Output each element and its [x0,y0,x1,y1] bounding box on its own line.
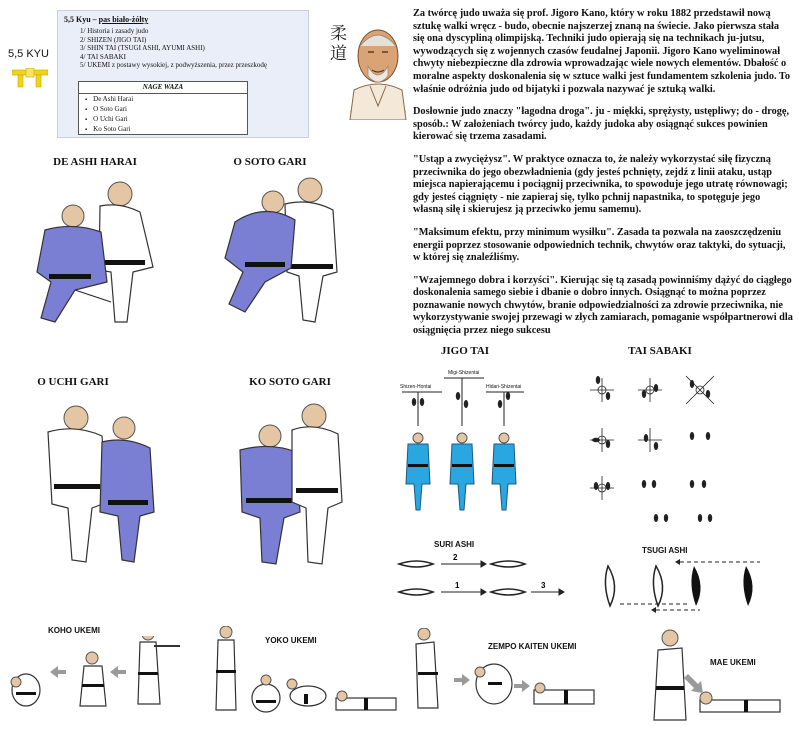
ko-soto-gari-illustration [210,392,350,572]
yellow-belt-icon [12,68,48,88]
zempo-kaiten-ukemi-illustration [408,628,618,720]
step-number: 3 [541,581,546,590]
suri-ashi-diagram [395,550,565,610]
tai-sabaki-title: TAI SABAKI [628,345,692,357]
topic-item: 1/ Historia i zasady judo [80,27,149,35]
yoko-ukemi-illustration [196,626,406,722]
syllabus-title: 5,5 Kyu – pas biało-żółty [64,15,149,24]
judo-history-text [413,8,793,348]
syllabus-card [57,10,309,138]
nage-waza-item: ▪ Ko Soto Gari [85,125,247,135]
tai-sabaki-diagram [580,366,730,526]
nage-waza-table [78,81,248,135]
paragraph: "Maksimum efektu, przy minimum wysiłku". Zasada ta pozwala na zaoszczędzeniu energii poprzez stosowanie odpowiednich technik, chwytów oraz taktyki, do sytuacji, w której się znaleźliśmy. [413,226,786,264]
topic-item: 2/ SHIZEN (JIGO TAI) [80,35,147,44]
mae-ukemi-title: MAE UKEMI [710,658,756,667]
caption-de-ashi-harai: DE ASHI HARAI [53,156,137,168]
topic-item: 4/ TAI SABAKI [80,52,126,61]
kanji-calligraphy: 柔道 [330,24,347,64]
yoko-ukemi-title: YOKO UKEMI [265,636,317,645]
caption-ko-soto-gari: KO SOTO GARI [249,376,331,388]
topic-item: 5/ UKEMI z postawy wysokiej, z podwyższenia, przez przeszkodę [80,61,267,70]
caption-o-soto-gari: O SOTO GARI [233,156,307,168]
caption-o-uchi-gari: O UCHI GARI [37,376,109,388]
syllabus-topics [80,27,267,70]
paragraph: "Ustąp a zwyciężysz". W praktyce oznacza to, że należy wykorzystać siłę fizyczną przeciwnika do jego obezwładnienia (gdy jesteś pchnięty, zejdź z linii ataku, ustąp miejsca napierającemu i pociągnij przeciwnika, to spowoduje jego utratę równowagi; gdy jesteś ciągnięty - nie zapieraj się, tylko pchnij napastnika, to spotęguje jego własną siłę i skierujesz ją przeciwko jemu samemu). [413,153,788,216]
step-number: 1 [455,581,460,590]
nage-waza-heading: NAGE WAZA [79,82,247,94]
paragraph: Za twórcę judo uważa się prof. Jigoro Kano, który w roku 1882 przedstawił nową sztukę walki wręcz - budo, obecnie najszerzej znaną na świecie. Jako pierwsza stała się ona dyscypliną olimpijską. Techniki judo opierają się na technikach ju-jutsu, wywodzących się z wojennych czasów feudalnej Japonii. Jigoro Kano wyeliminował chwyty niebezpieczne dla zdrowia wprowadzając wiele nowych elementów. Dbałość o moralne aspekty doskonalenia się w sztuce walki jest fundamentem szkolenia judo. To właśnie odróżnia judo od bijatyki i pozwala nazywać je sztuką walki. [413,8,791,95]
o-soto-gari-illustration [215,172,355,332]
stance-label: Hidari-Shizentai [486,384,522,390]
nage-waza-item: ▪ De Ashi Harai [85,95,247,105]
stance-label: Migi-Shizentai [448,370,480,376]
suri-ashi-title: SURI ASHI [434,540,475,549]
tsugi-ashi-title: TSUGI ASHI [642,546,688,555]
step-number: 2 [453,553,458,562]
koho-ukemi-title: KOHO UKEMI [48,626,100,635]
tsugi-ashi-diagram [600,558,775,616]
stance-label: Shizen-Hontai [400,384,432,390]
mae-ukemi-illustration [640,628,790,728]
kyu-rank-label: 5,5 KYU [8,48,49,60]
o-uchi-gari-illustration [28,392,163,572]
nage-waza-item: ▪ O Uchi Gari [85,115,247,125]
portrait-drawing [344,16,408,120]
jigo-tai-title: JIGO TAI [440,345,490,357]
zempo-kaiten-ukemi-title: ZEMPO KAITEN UKEMI [488,642,577,651]
jigo-tai-stances-diagram [398,376,526,512]
de-ashi-harai-illustration [15,172,165,332]
topic-item: 3/ SHIN TAI (TSUGI ASHI, AYUMI ASHI) [80,44,205,53]
koho-ukemi-illustration [4,636,184,712]
jigoro-kano-portrait [328,14,408,122]
paragraph: "Wzajemnego dobra i korzyści". Kierując się tą zasadą powinniśmy dążyć do ciągłego doskonalenia samego siebie i dbanie o dobro innych. Osiągnąć to można poprzez poznawanie nowych chwytów, branie odpowiedzialności za zdrowie przeciwnika, nie wykorzystywanie swojej przewagi w złych zamiarach, pomaganie współpartnerowi dla osiągnięcia przez niego sukcesu [413,274,793,337]
paragraph: Dosłownie judo znaczy "łagodna droga". ju - miękki, sprężysty, ustępliwy; do - drogę, sposób.: W założeniach twórcy judo, każdy judoka aby osiągnąć sukces powinien kierować się trzema zasadami. [413,106,790,143]
nage-waza-item: ▪ O Soto Gari [85,105,247,115]
